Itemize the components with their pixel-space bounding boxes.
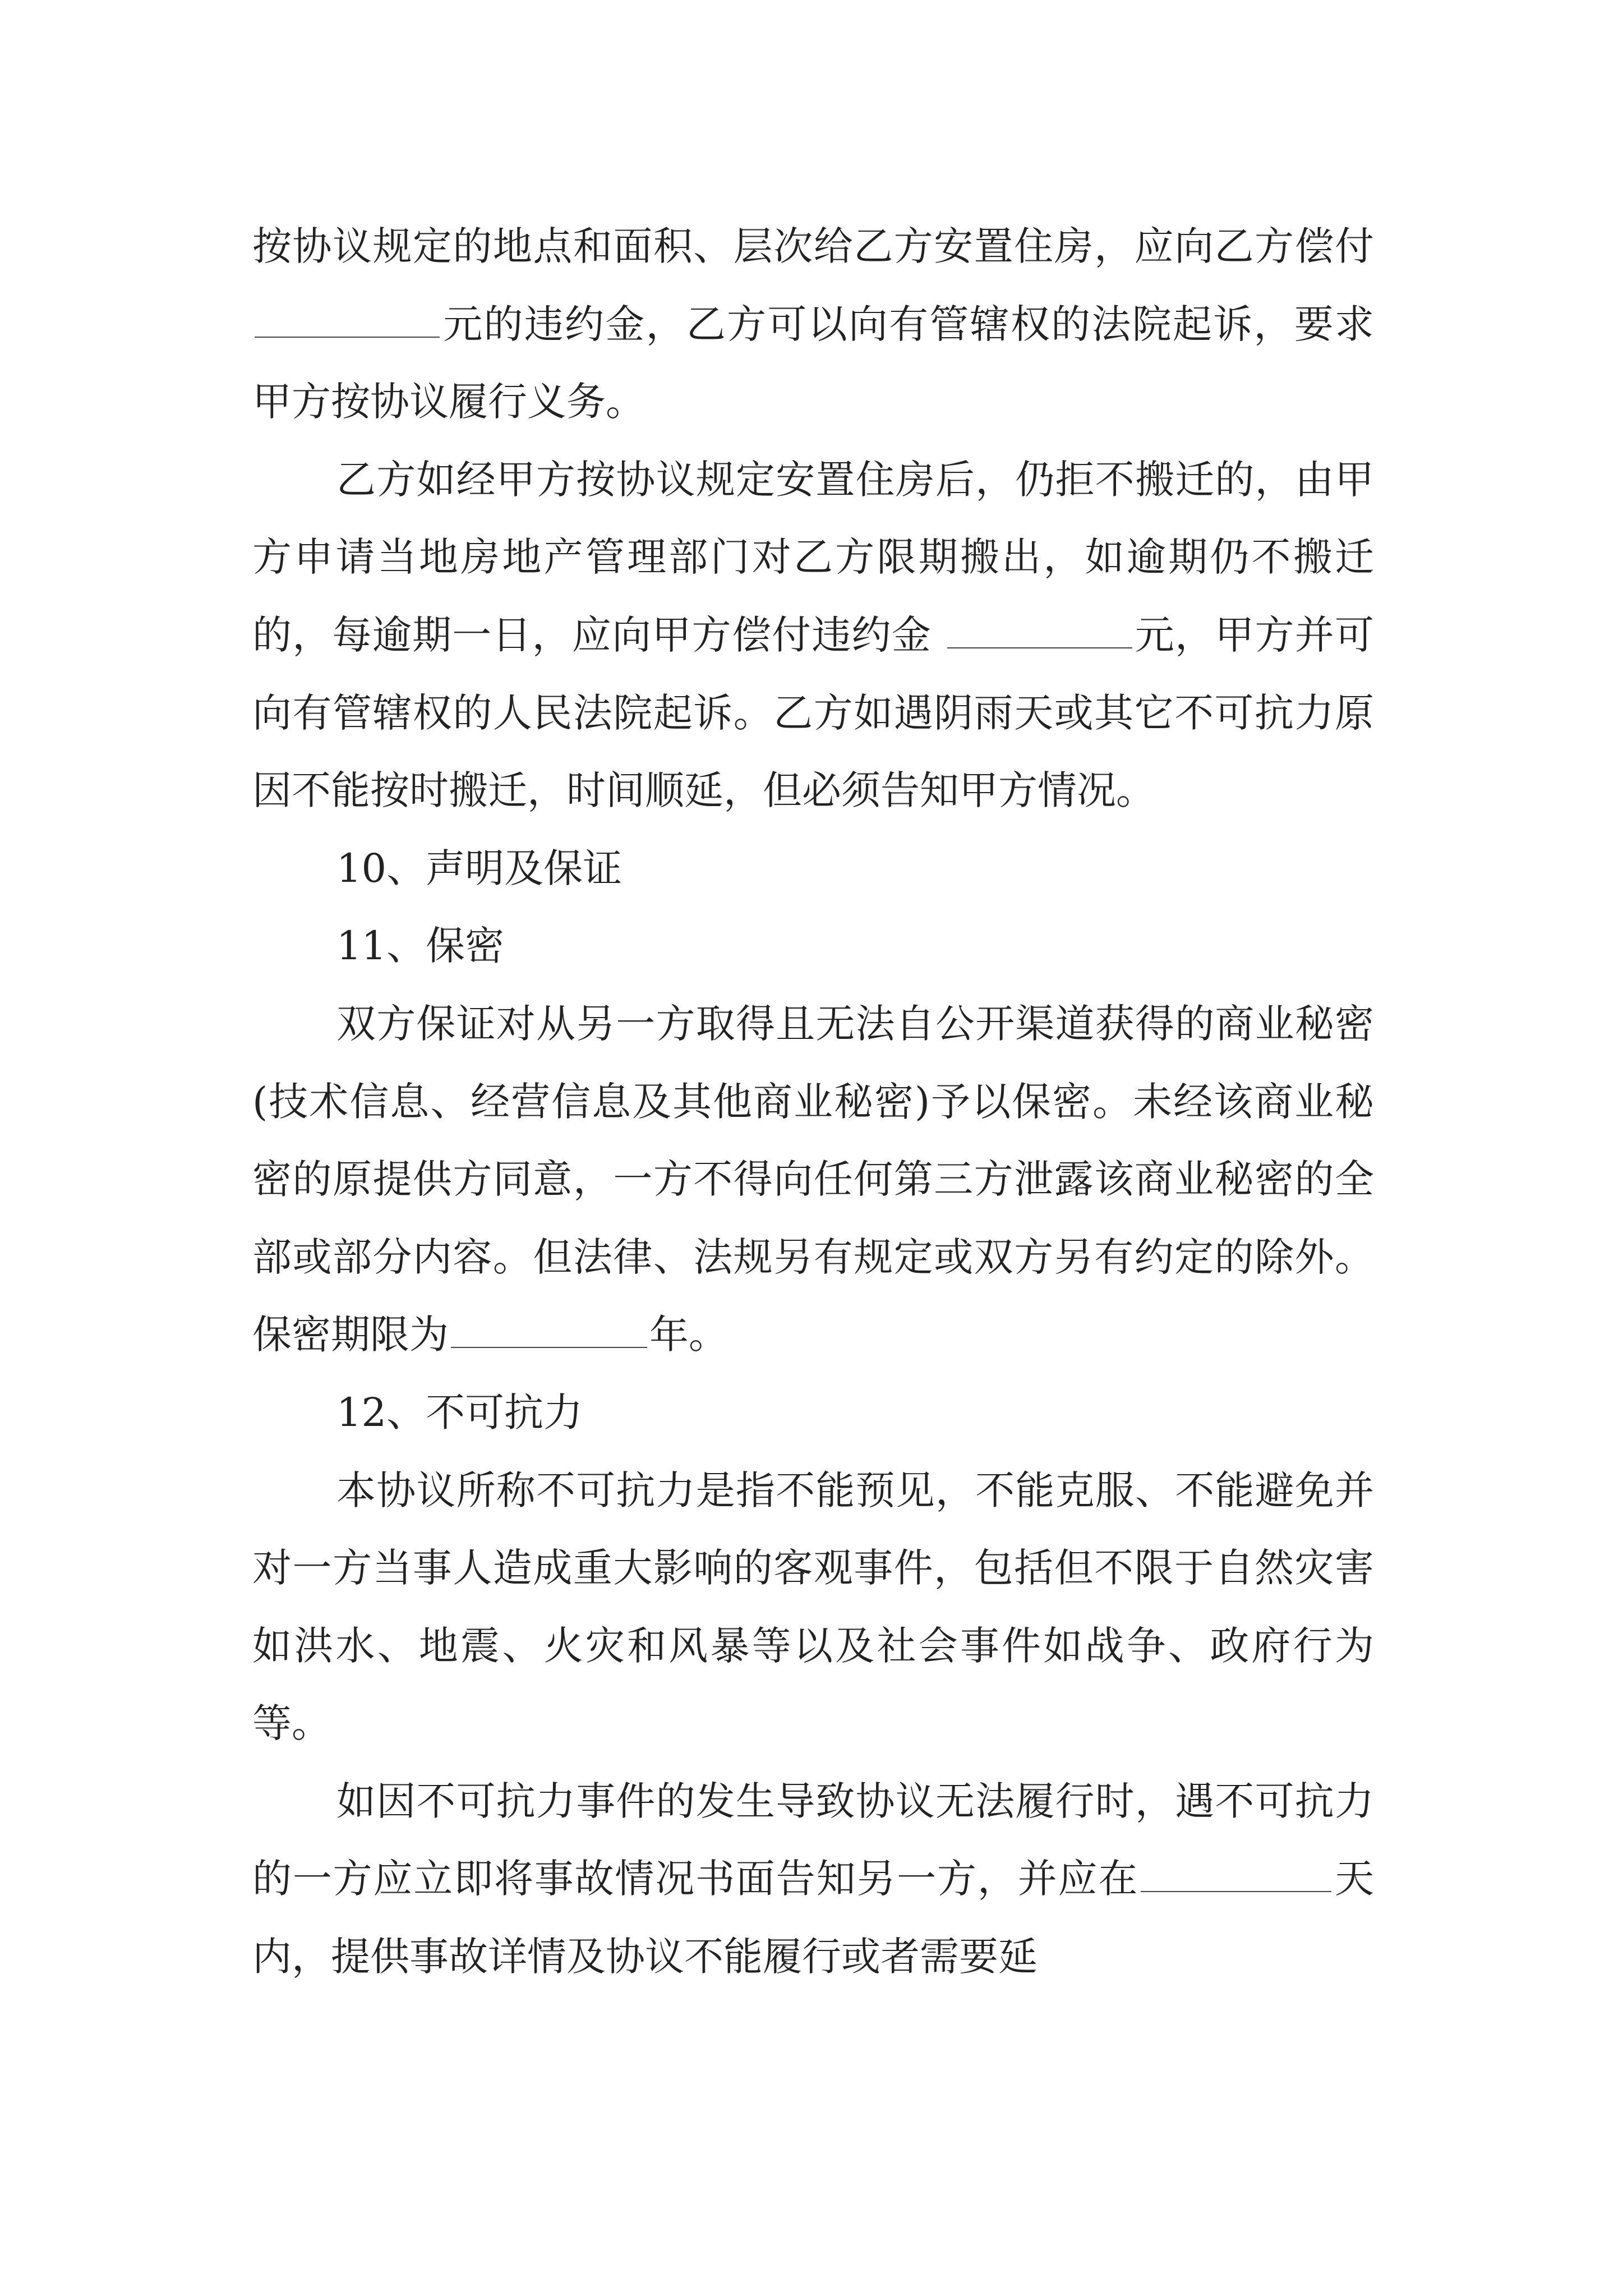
section-heading-11: 11、保密 bbox=[336, 923, 505, 969]
paragraph-force-majeure-notice bbox=[252, 1763, 1374, 1996]
fill-in-blank bbox=[947, 612, 1132, 648]
text-run: 元的违约金，乙方可以向有管辖权的法院起诉，要求甲方按协议履行义务。 bbox=[252, 301, 1374, 425]
fill-in-blank bbox=[451, 1312, 647, 1348]
text-run: 按协议规定的地点和面积、层次给乙方安置住房，应向乙方偿付 bbox=[252, 223, 1374, 269]
paragraph-relocation-refusal bbox=[252, 441, 1374, 830]
paragraph-confidentiality bbox=[252, 985, 1374, 1374]
text-run: 如因不可抗力事件的发生导致协议无法履行时，遇不可抗力的一方应立即将事故情况书面告知另一方，并应在 bbox=[252, 1778, 1374, 1902]
text-run: 年。 bbox=[649, 1312, 728, 1358]
document-body bbox=[252, 208, 1374, 1996]
text-run: 双方保证对从另一方取得且无法自公开渠道获得的商业秘密(技术信息、经营信息及其他商业秘密)予以保密。未经该商业秘密的原提供方同意，一方不得向任何第三方泄露该商业秘密的全部或部分内容。但法律、法规另有规定或双方另有约定的除外。保密期限为 bbox=[252, 1000, 1374, 1358]
text-run: 乙方如经甲方按协议规定安置住房后，仍拒不搬迁的，由甲方申请当地房地产管理部门对乙方限期搬出，如逾期仍不搬迁的，每逾期一日，应向甲方偿付违约金 bbox=[252, 456, 1374, 658]
text-run: 天内，提供事故详情及协议不能履行或者需要延 bbox=[252, 1856, 1375, 1980]
paragraph-force-majeure-definition: 本协议所称不可抗力是指不能预见，不能克服、不能避免并对一方当事人造成重大影响的客观事件，包括但不限于自然灾害如洪水、地震、火灾和风暴等以及社会事件如战争、政府行为等。 bbox=[252, 1467, 1374, 1747]
paragraph-breach-compensation bbox=[252, 208, 1374, 441]
section-heading-12: 12、不可抗力 bbox=[336, 1389, 583, 1435]
text-run: 元，甲方并可向有管辖权的人民法院起诉。乙方如遇阴雨天或其它不可抗力原因不能按时搬迁，时间顺延，但必须告知甲方情况。 bbox=[252, 611, 1374, 814]
fill-in-blank bbox=[255, 301, 440, 338]
section-heading-10: 10、声明及保证 bbox=[336, 845, 623, 891]
fill-in-blank bbox=[1141, 1856, 1331, 1892]
